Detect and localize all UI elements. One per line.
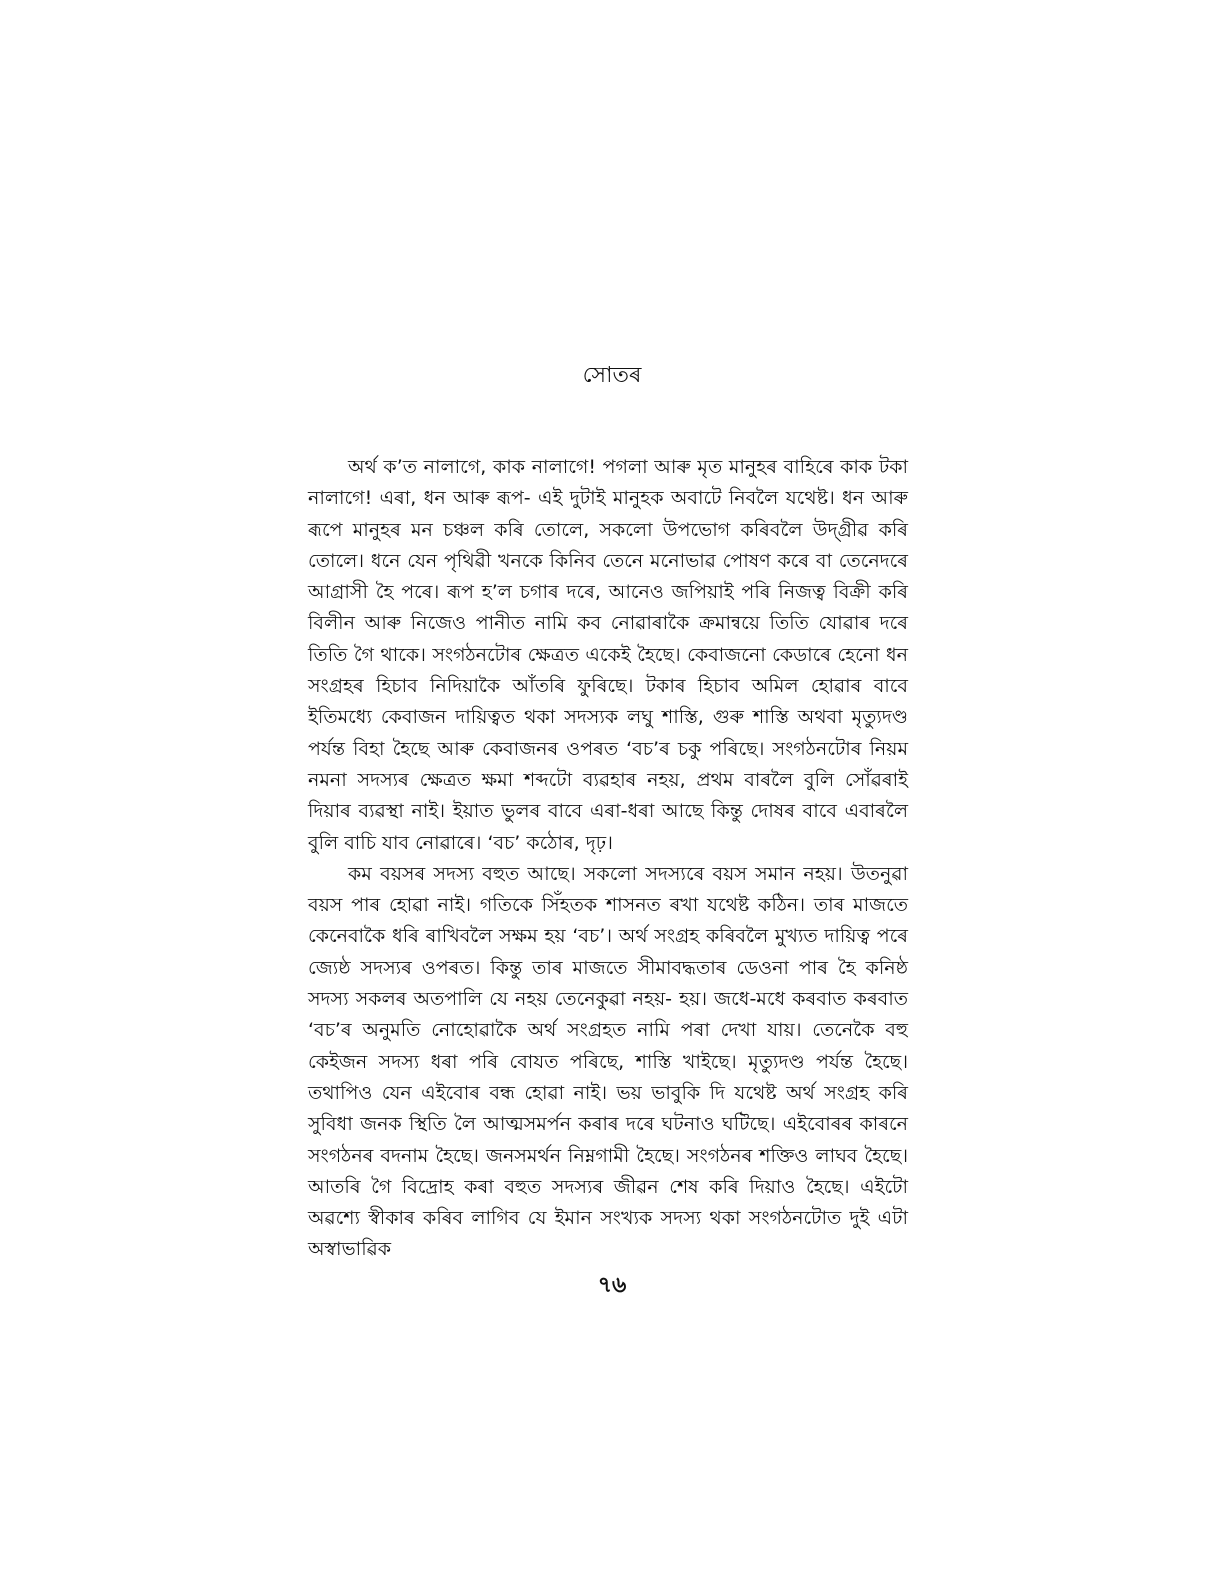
paragraph: কম বয়সৰ সদস্য বহুত আছে। সকলো সদস্যৰে বয়স সমান নহয়। উতনুৱা বয়স পাৰ হোৱা নাই। গতিকে সিঁহতক শাসনত ৰখা যথেষ্ট কঠিন। তাৰ মাজতে কেনেবাকৈ ধৰি ৰাখিবলৈ সক্ষম হয় ‘বচ’। অৰ্থ সংগ্ৰহ কৰিবলৈ মুখ্যত দায়িত্ব পৰে জ্যেষ্ঠ সদস্যৰ ওপৰত। কিন্তু তাৰ মাজতে সীমাবদ্ধতাৰ ডেওনা পাৰ হৈ কনিষ্ঠ সদস্য সকলৰ অতপালি যে নহয় তেনেকুৱা নহয়- হয়। জধে-মধে কৰবাত কৰবাত ‘বচ’ৰ অনুমতি নোহোৱাকৈ অৰ্থ সংগ্ৰহত নামি পৰা দেখা যায়। তেনেকৈ বহু কেইজন সদস্য ধৰা পৰি বোযত পৰিছে, শাস্তি খাইছে। মৃত্যুদণ্ড পৰ্যন্ত হৈছে। তথাপিও যেন এইবোৰ বন্ধ হোৱা নাই। ভয় ভাবুকি দি যথেষ্ট অৰ্থ সংগ্ৰহ কৰি সুবিধা জনক স্থিতি লৈ আত্মসমৰ্পন কৰাৰ দৰে ঘটনাও ঘটিছে। এইবোৰৰ কাৰনে সংগঠনৰ বদনাম হৈছে। জনসমৰ্থন নিম্নগামী হৈছে। সংগঠনৰ শক্তিও লাঘব হৈছে। আতৰি গৈ বিদ্ৰোহ কৰা বহুত সদস্যৰ জীৱন শেষ কৰি দিয়াও হৈছে। এইটো অৱশ্যে স্বীকাৰ কৰিব লাগিব যে ইমান সংখ্যক সদস্য থকা সংগঠনটোত দুই এটা অস্বাভাৱিক — [308, 862, 908, 1261]
paragraph: অৰ্থ ক’ত নালাগে, কাক নালাগে! পগলা আৰু মৃত মানুহৰ বাহিৰে কাক টকা নালাগে! এৰা, ধন আৰু ৰূপ- এই দুটাই মানুহক অবাটে নিবলৈ যথেষ্ট। ধন আৰু ৰূপে মানুহৰ মন চঞ্চল কৰি তোলে, সকলো উপভোগ কৰিবলৈ উদ্‌গ্ৰীৱ কৰি তোলে। ধনে যেন পৃথিৱী খনকে কিনিব তেনে মনোভাৱ পোষণ কৰে বা তেনেদৰে আগ্ৰাসী হৈ পৰে। ৰূপ হ’ল চগাৰ দৰে, আনেও জপিয়াই পৰি নিজত্ব বিক্ৰী কৰি বিলীন আৰু নিজেও পানীত নামি কব নোৱাৰাকৈ ক্ৰমান্বয়ে তিতি যোৱাৰ দৰে তিতি গৈ থাকে। সংগঠনটোৰ ক্ষেত্ৰত একেই হৈছে। কেবাজনো কেডাৰে হেনো ধন সংগ্ৰহৰ হিচাব নিদিয়াকৈ আঁতৰি ফুৰিছে। টকাৰ হিচাব অমিল হোৱাৰ বাবে ইতিমধ্যে কেবাজন দায়িত্বত থকা সদস্যক লঘু শাস্তি, গুৰু শাস্তি অথবা মৃত্যুদণ্ড পৰ্যন্ত বিহা হৈছে আৰু কেবাজনৰ ওপৰত ‘বচ’ৰ চকু পৰিছে। সংগঠনটোৰ নিয়ম নমনা সদস্যৰ ক্ষেত্ৰত ক্ষমা শব্দটো ব্যৱহাৰ নহয়, প্ৰথম বাৰলৈ বুলি সোঁৱৰাই দিয়াৰ ব্যৱস্থা নাই। ইয়াত ভুলৰ বাবে এৰা-ধৰা আছে কিন্তু দোষৰ বাবে এবাৰলৈ বুলি বাচি যাব নোৱাৰে। ‘বচ’ কঠোৰ, দৃঢ়। — [308, 456, 908, 854]
page-number: ৭৬ — [597, 1273, 627, 1298]
page-title: সোতৰ — [582, 363, 642, 388]
body-text — [308, 452, 908, 1266]
